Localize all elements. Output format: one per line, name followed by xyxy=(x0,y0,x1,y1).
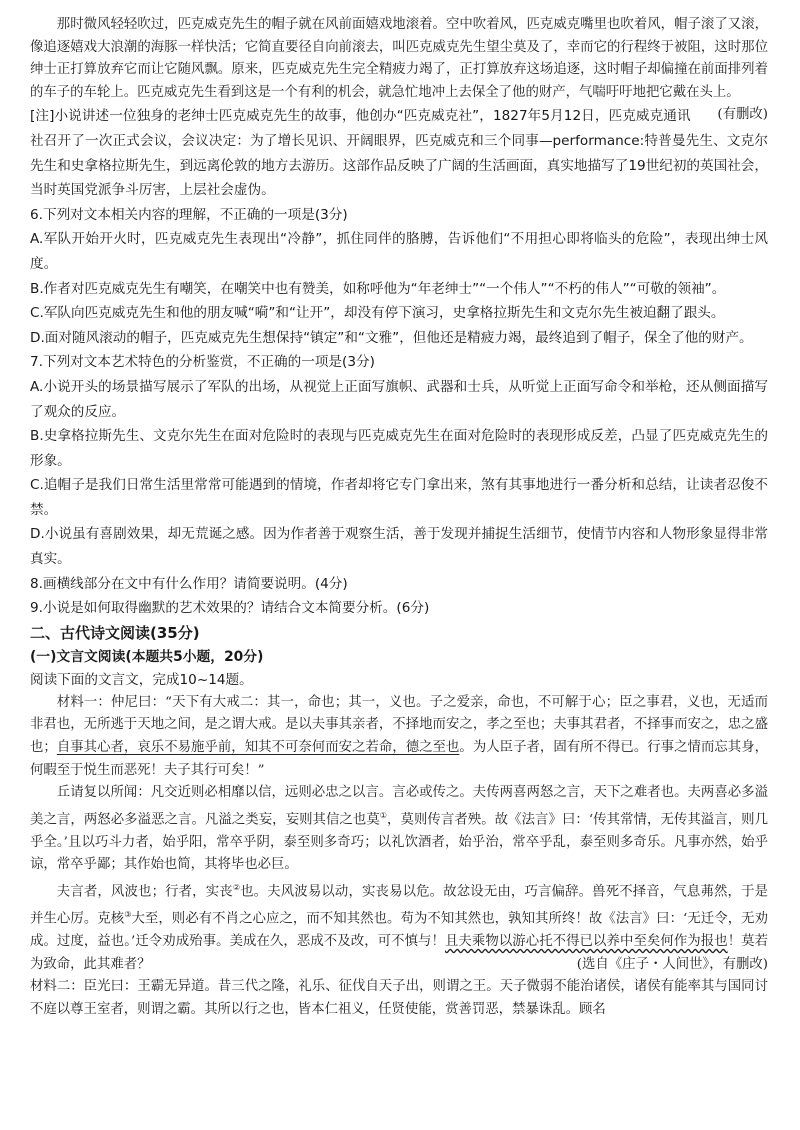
section-heading-classical: 二、古代诗文阅读(35分) xyxy=(30,623,200,642)
material-one-paragraph-2 xyxy=(30,782,768,877)
footnote-marker: ① xyxy=(379,810,388,820)
material-one-text: 。为人臣子者，固有所不得已。行事之情而忘其身，何暇至于悦生而恶死！夫子其行可矣！” xyxy=(30,740,769,778)
material-one-paragraph-3 xyxy=(30,877,768,976)
material-one-text: ，莫则传言者殃。故《法言》曰：‘传其常情，无传其溢言，则几乎全。’且以巧斗力者，始乎阳，常卒乎阴，泰至则多奇巧；以礼饮酒者，始乎治，常卒乎乱，泰至则多奇乐。凡事亦然，始乎谅，常卒乎鄙；其作始也简，其将毕也必巨。 xyxy=(30,812,769,873)
question-6-option-c: C.军队向匹克威克先生和他的朋友喊“嗬”和“让开”，却没有停下演习，史拿格拉斯先生和文克尔先生被迫翻了跟头。 xyxy=(30,305,725,322)
material-two-paragraph: 材料二：臣光曰：王霸无异道。昔三代之隆，礼乐、征伐自天子出，则谓之王。天子微弱不能治诸侯，诸侯有能率其与国同讨不庭以尊王室者，则谓之霸。其所以行之也，皆本仁祖义，任贤使能，赏善罚恶，禁暴诛乱。顾名 xyxy=(30,979,768,1017)
question-6-option-d: D.面对随风滚动的帽子，匹克威克先生想保持“镇定”和“文雅”，但他还是精疲力竭，最终追到了帽子，保全了他的财产。 xyxy=(30,329,753,346)
material-one-paragraph-1 xyxy=(30,692,768,782)
story-end-text: 那时微风轻轻吹过，匹克威克先生的帽子就在风前面嬉戏地滚着。空中吹着风，匹克威克嘴里也吹着风，帽子滚了又滚，像追逐嬉戏大浪潮的海豚一样快活；它简直要径自向前滚去，叫匹克威克先生望尘莫及了，幸而它的行程终于被阻，这时那位绅士正打算放弃它而让它随风飘。原来，匹克威克先生完全精疲力竭了，正打算放弃这场追逐，这时帽子却偏撞在前面排列着的车子的车轮上。匹克威克先生看到这是一个有利的机会，就急忙地冲上去保全了他的财产，气喘吁吁地把它戴在头上。 xyxy=(30,17,768,100)
question-6-option-b: B.作者对匹克威克先生有嘲笑，在嘲笑中也有赞美，如称呼他为“年老绅士”“一个伟人”“不朽的伟人”“可敬的领袖”。 xyxy=(30,280,726,297)
question-9: 9.小说是如何取得幽默的艺术效果的？请结合文本简要分析。(6分) xyxy=(30,600,430,617)
footnote-marker: ③ xyxy=(124,910,132,920)
story-note: [注]小说讲述一位独身的老绅士匹克威克先生的故事，他创办“匹克威克社”，1827年5月12日，匹克威克通讯社召开了一次正式会议，会议决定：为了增长见识、开阔眼界，匹克威克和三个同事—performance:特普曼先生、文克尔先生和史拿格拉斯先生，到远离伦敦的地方去游历。这部作品反映了广阔的生活画面，真实地描写了19世纪初的英国社会，当时英国党派争斗厉害，上层社会虚伪。 xyxy=(30,108,768,199)
material-one-text: 丘请复以所闻：凡交近则必相靡以信，远则必忠之以言。言必或传之。夫传两喜两怒之言，天下之难者也。夫两喜必多溢美之言，两怒必多溢恶之言。凡溢之类妄，妄则其信之也莫 xyxy=(30,785,768,828)
question-7-stem: 7.下列对文本艺术特色的分析鉴赏，不正确的一项是(3分) xyxy=(30,354,375,371)
footnote-marker: ② xyxy=(232,883,241,893)
question-6-option-a: A.军队开始开火时，匹克威克先生表现出“冷静”，抓住同伴的胳膊，告诉他们“不用担心即将临头的危险”，表现出绅士风度。 xyxy=(30,231,768,272)
story-source: (有删改) xyxy=(717,107,768,123)
question-7-option-b: B.史拿格拉斯先生、文克尔先生在面对危险时的表现与匹克威克先生在面对危险时的表现形成反差，凸显了匹克威克先生的形象。 xyxy=(30,428,768,469)
question-7-option-d: D.小说虽有喜剧效果，却无荒诞之感。因为作者善于观察生活，善于发现并捕捉生活细节，使情节内容和人物形象显得非常真实。 xyxy=(30,526,768,568)
question-7 xyxy=(30,350,768,571)
question-7-option-a: A.小说开头的场景描写展示了军队的出场，从视觉上正面写旗帜、武器和士兵，从听觉上正面写命令和举枪，还从侧面描写了观众的反应。 xyxy=(30,378,768,420)
material-one-text: ！莫若为致命，此其难者？ xyxy=(30,934,769,972)
material-one xyxy=(30,692,768,977)
material-one-text: 材料一：仲尼曰：“天下有大戒二：其一，命也；其一，义也。子之爱亲，命也，不可解于心；臣之事君，义也，无适而非君也，无所逃于天地之间，是之谓大戒。是以夫事其亲者，不择地而安之，孝之至也；夫事其君者，不择事而安之，忠之盛也； xyxy=(30,694,768,756)
question-7-option-c: C.追帽子是我们日常生活里常常可能遇到的情境，作者却将它专门拿出来，煞有其事地进行一番分析和总结，让读者忍俊不禁。 xyxy=(30,477,768,518)
underlined-sentence: 自事其心者，哀乐不易施乎前，知其不可奈何而安之若命，德之至也 xyxy=(56,740,460,756)
question-6-stem: 6.下列对文本相关内容的理解，不正确的一项是(3分) xyxy=(30,206,348,223)
material-one-source: (选自《庄子・人间世》，有删改) xyxy=(576,956,768,972)
story-end-paragraph xyxy=(30,14,768,123)
subsection-heading-wenyan: (一)文言文阅读(本题共5小题，20分) xyxy=(30,648,264,665)
material-one-text: 也。夫风波易以动，实丧易以危。故忿设无由，巧言偏辞。兽死不择音，气息茀然，于是并生心厉。克核 xyxy=(30,884,769,927)
wavy-underlined-sentence: 且夫乘物以游心托不得已以养中至矣何作为报也 xyxy=(444,934,728,950)
question-8: 8.画横线部分在文中有什么作用？请简要说明。(4分) xyxy=(30,575,348,592)
material-one-text: 大至，则必有不肖之心应之，而不知其然也。苟为不知其然也，孰知其所终！故《法言》曰：‘无迁令，无劝成。过度，益也。’迁令劝成殆事。美成在久，恶成不及改，可不慎与！ xyxy=(30,911,769,950)
question-6 xyxy=(30,203,768,351)
reading-instruction: 阅读下面的文言文，完成10~14题。 xyxy=(30,671,253,688)
material-one-text: 夫言者，风波也；行者，实丧 xyxy=(56,884,233,900)
